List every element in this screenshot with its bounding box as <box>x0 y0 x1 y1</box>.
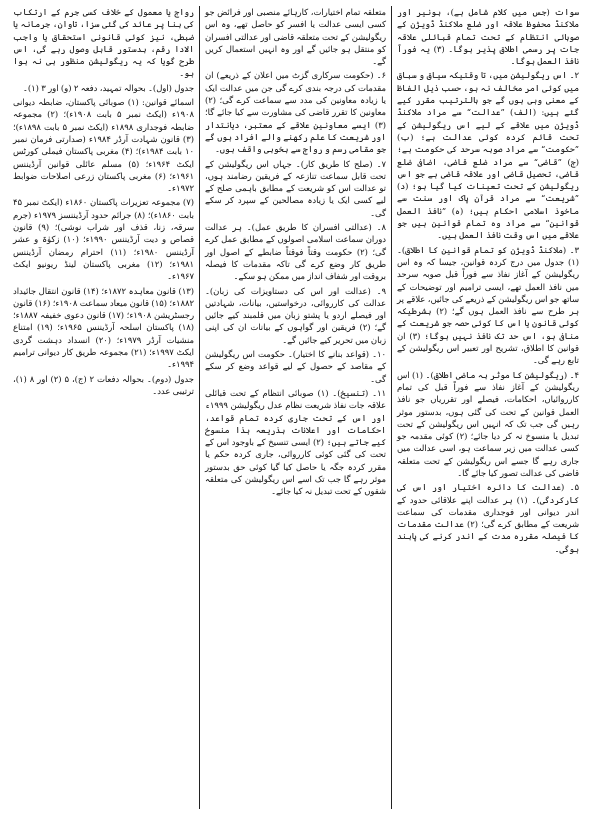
paragraph: ۶۔ (حکومت سرکاری گزٹ میں اعلان کے ذریعے) ان مقدمات کی درجہ بندی کرے گی جن میں عدالت ایک یا زیادہ معاونین کی مدد سے سماعت کرے گی؛ (۲) معاونین کا تقرر قاضی کی مشاورت سے کیا جائے گا؛ (۳) ایسے معاونین علاقے کے معتبر، دیانتدار اور شریعت کا علم رکھنے والے افراد ہوں گے جو مقامی رسم و رواج سے بخوبی واقف ہوں۔ <box>205 70 386 155</box>
paragraph: جدول (اول)۔ بحوالہ تمہید، دفعہ ۲ (و) اور ۳ (۱)۔ <box>22 82 194 93</box>
column-right <box>392 6 584 809</box>
paragraph: جدول (دوم)۔ بحوالہ دفعات ۲ (ج)، ۵ (۲) اور ۸ (۱)، ترتیبی عدد۔ <box>13 373 194 396</box>
paragraph: ۹۔ (عدالت اور اس کی دستاویزات کی زبان)۔ عدالت کی کارروائی، درخواستیں، بیانات، شہادتیں اور فیصلے اردو یا پشتو زبان میں قلمبند کیے جائیں گے؛ (۲) فریقین اور گواہوں کے بیانات ان کی اپنی زبان میں تحریر کیے جائیں گے۔ <box>205 285 386 345</box>
paragraph: رواج یا معمول کے خلاف کسی جرم کے ارتکاب کی بنا پر عائد کی گئی سزا، تاوان، جرمانہ یا ضبطی، نیز کوئی قانونی استحقاق یا واجب الادا رقم، بدستور قابل وصول رہے گی، اس طرح گویا کہ یہ ریگولیشن منظور ہی نہ ہوا ہو۔ <box>13 7 194 79</box>
paragraph: ۱۱۔ (تنسیخ)۔ (۱) صوبائی انتظام کے تحت قبائلی علاقہ جات نفاذ شریعت نظام عدل ریگولیشن ۱۹۹۹ء اور اس کے تحت جاری کردہ تمام قواعد، احکامات اور اعلانات بذریعہ ہذا منسوخ کیے جاتے ہیں؛ (۲) ایسی تنسیخ کے باوجود اس کے تحت کی گئی کوئی کارروائی، جاری کردہ حکم یا مقرر کردہ جگہ یا حاصل کیا گیا کوئی حق بدستور موثر رہے گا جب تک اسے اس ریگولیشن کی متعلقہ شقوں کے تحت تبدیل نہ کیا جائے۔ <box>205 387 387 497</box>
column-middle <box>200 6 392 809</box>
paragraph: (۱۳) قانون معاہدہ ۱۸۷۲ء؛ (۱۴) قانون انتقال جائیداد ۱۸۸۲ء؛ (۱۵) قانون میعاد سماعت ۱۹۰۸ء؛ (۱۶) قانون رجسٹریشن ۱۹۰۸ء؛ (۱۷) قانون دعوی خفیفہ ۱۸۸۷ء؛ (۱۸) پاکستان اسلحہ آرڈیننس ۱۹۶۵ء؛ (۱۹) امتناع منشیات آرڈر ۱۹۷۹ء؛ (۲۰) انسداد دہشت گردی ایکٹ ۱۹۹۷ء؛ (۲۱) مجموعہ طریق کار دیوانی ترامیم ۱۹۹۴ء۔ <box>13 285 195 370</box>
column-left <box>8 6 200 809</box>
paragraph: ۱۰۔ (قواعد بنانے کا اختیار)۔ حکومت اس ریگولیشن کے مقاصد کے حصول کے لیے قواعد وضع کر سکے گی۔ <box>205 349 386 384</box>
paragraph: ۵۔ (عدالت کا دائرہ اختیار اور اس کی کارکردگی)۔ (۱) ہر عدالت اپنے علاقائی حدود کے اندر دیوانی اور فوجداری مقدمات کی سماعت شریعت کے مطابق کرے گی؛ (۲) عدالت مقدمات کا فیصلہ مقررہ مدت کے اندر کرنے کی پابند ہوگی۔ <box>397 482 580 554</box>
paragraph: اسمائے قوانین: (۱) صوبائی پاکستان، ضابطہ دیوانی ۱۹۰۸ء (ایکٹ نمبر ۵ بابت ۱۹۰۸ء)؛ (۲) مجموعہ ضابطہ فوجداری ۱۸۹۸ء (ایکٹ نمبر ۵ بابت ۱۸۹۸ء)؛ (۳) قانون شہادت آرڈر ۱۹۸۴ء (صدارتی فرمان نمبر ۱۰ بابت ۱۹۸۴ء)؛ (۴) مغربی پاکستان فیملی کورٹس ایکٹ ۱۹۶۴ء؛ (۵) مسلم عائلی قوانین آرڈیننس ۱۹۶۱ء؛ (۶) مغربی پاکستان زرعی اصلاحات ضوابط ۱۹۷۲ء۔ <box>13 97 195 194</box>
paragraph: ۲۔ اس ریگولیشن میں، تا وقتیکہ سیاق و سباق میں کوئی امر مخالف نہ ہو، حسب ذیل الفاظ کے معنی وہی ہوں گے جو بالترتیب مقرر کیے گئے ہیں: (الف) ”عدالت“ سے مراد ملاکنڈ ڈویژن میں علاقے کے لیے اس ریگولیشن کے تحت قائم کردہ کوئی عدالت ہے؛ (ب) ”حکومت“ سے مراد صوبہ سرحد کی حکومت ہے؛ (ج) ”قاضی“ سے مراد ضلع قاضی، اضافی ضلع قاضی، تحصیل قاضی اور علاقہ قاضی ہے جو اس ریگولیشن کے تحت تعینات کیا گیا ہو؛ (د) ”شریعت“ سے مراد قرآن پاک اور سنت سے ماخوذ اسلامی احکام ہیں؛ (ہ) ”نافذ العمل قوانین“ سے مراد وہ تمام قوانین ہیں جو علاقے میں اس وقت نافذ العمل ہیں۔ <box>397 70 579 241</box>
text-columns <box>6 6 584 809</box>
paragraph: ۴۔ (ریگولیشن کا موثر بہ ماضی اطلاق)۔ (۱) اس ریگولیشن کے آغاز نفاذ سے فوراً قبل کی تمام کارروائیاں، احکامات، فیصلے اور تقرریاں جو نافذ العمل قوانین کے تحت کی گئی ہوں، بدستور موثر رہیں گی جب تک کہ انہیں اس ریگولیشن کے تحت تبدیل یا منسوخ نہ کر دیا جائے؛ (۲) کوئی مقدمہ جو کسی عدالت میں زیر سماعت ہو، اسی عدالت میں جاری رہے گا جسے اس ریگولیشن کے تحت متعلقہ قاضی کی عدالت تصور کیا جائے گا۔ <box>397 369 580 478</box>
paragraph: ۷۔ (صلح کا طریق کار)۔ جہاں اس ریگولیشن کے تحت قابل سماعت تنازعہ کے فریقین رضامند ہوں، تو عدالت اس کو شریعت کے مطابق باہمی صلح کے لیے کسی ایک یا زیادہ مصالحین کے سپرد کر سکے گی۔ <box>205 158 386 218</box>
paragraph: ۳۔ (ملاکنڈ ڈویژن کو تمام قوانین کا اطلاق)۔ (۱) جدول میں درج کردہ قوانین، جیسا کہ وہ اس ریگولیشن کے آغاز نفاذ سے فوراً قبل صوبہ سرحد میں نافذ العمل تھے، ایسی ترامیم اور توضیحات کے ساتھ جو اس ریگولیشن کے ذریعے کی جائیں، علاقے پر ہر طرح سے نافذ العمل ہوں گے؛ (۲) بشرطیکہ کوئی قانون یا اس کا کوئی حصہ جو شریعت کے منافی ہو، اس حد تک نافذ نہیں ہوگا؛ (۳) ان قوانین کا اطلاق، تشریح اور تعبیر اس ریگولیشن کے تابع رہے گی۔ <box>397 244 579 366</box>
paragraph: (۷) مجموعہ تعزیرات پاکستان ۱۸۶۰ء (ایکٹ نمبر ۴۵ بابت ۱۸۶۰ء)؛ (۸) جرائم حدود آرڈیننسز ۱۹۷۹ء (جرم سرقہ، زنا، قذف اور شراب نوشی)؛ (۹) قانون قصاص و دیت آرڈیننس ۱۹۹۰ء؛ (۱۰) زکوٰۃ و عشر آرڈیننس ۱۹۸۰ء؛ (۱۱) احترام رمضان آرڈیننس ۱۹۸۱ء؛ (۱۲) مغربی پاکستان لینڈ ریونیو ایکٹ ۱۹۶۷ء۔ <box>13 197 195 282</box>
paragraph: ۸۔ (عدالتی افسران کا طریق عمل)۔ ہر عدالت دوران سماعت اسلامی اصولوں کے مطابق عمل کرے گی؛ (۲) حکومت وقتاً فوقتاً ضابطے کے اصول اور طریق کار وضع کرے گی تاکہ مقدمات کا فیصلہ بروقت اور شفاف انداز میں ممکن ہو سکے۔ <box>205 222 386 282</box>
paragraph: متعلقہ تمام اختیارات، کارہائے منصبی اور فرائض جو کسی ایسی عدالت یا افسر کو حاصل تھے، وہ اس ریگولیشن کے تحت متعلقہ قاضی اور عدالتی افسران کو منتقل ہو جائیں گے اور وہ انہیں استعمال کریں گے۔ <box>205 7 386 67</box>
paragraph: سوات (جس میں کلام شامل ہے)، بونیر اور ملاکنڈ محفوظ علاقہ اور ضلع ملاکنڈ ڈویژن کے صوبائی انتظام کے تحت تمام قبائلی علاقہ جات پر رسمی اطلاق پذیر ہوگا۔ (۳) یہ فوراً نافذ العمل ہوگا۔ <box>397 7 579 67</box>
